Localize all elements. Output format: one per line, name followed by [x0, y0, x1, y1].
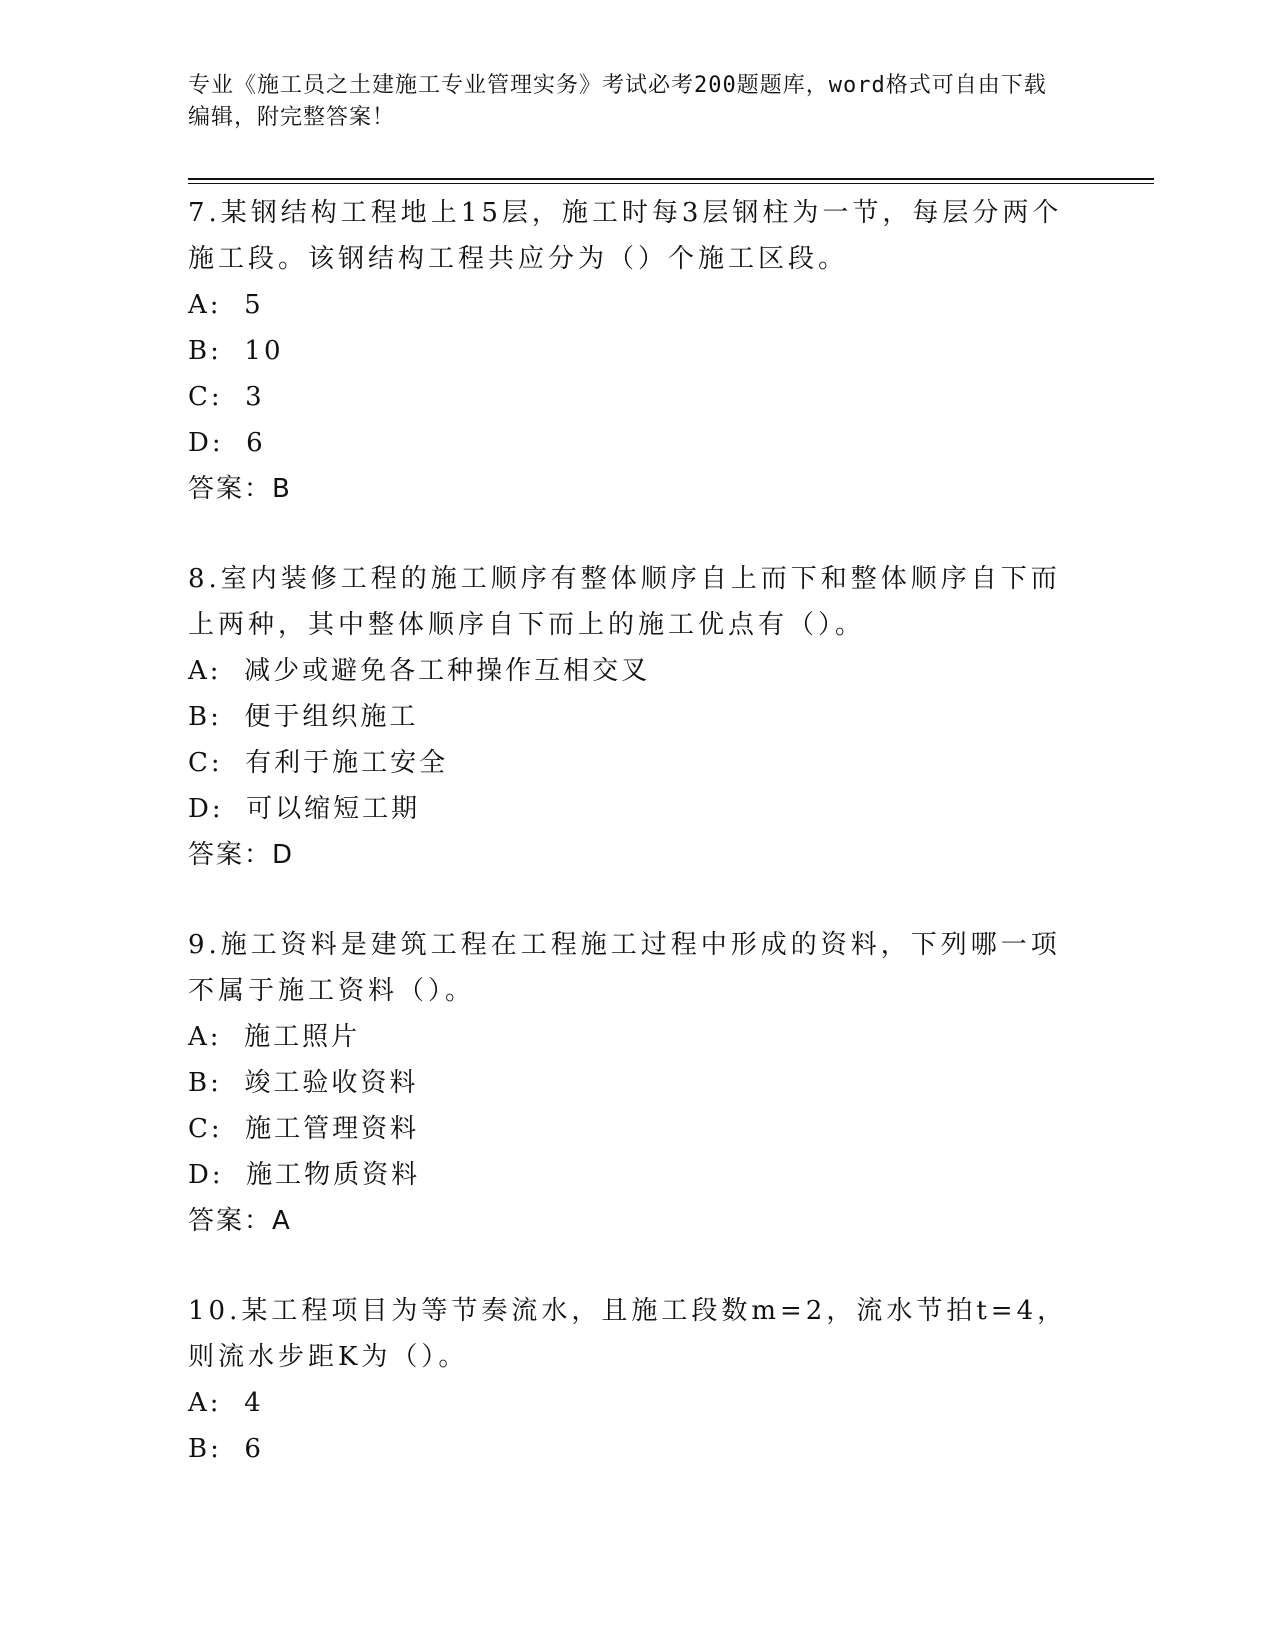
option-c: C: 有利于施工安全: [188, 748, 449, 778]
question-stem: 9.施工资料是建筑工程在工程施工过程中形成的资料，下列哪一项不属于施工资料（）。: [188, 930, 1061, 1006]
question-stem: 7.某钢结构工程地上15层，施工时每3层钢柱为一节，每层分两个施工段。该钢结构工程共应分为（）个施工区段。: [188, 198, 1063, 274]
option-d: D: 施工物质资料: [188, 1160, 421, 1190]
option-a: A: 4: [188, 1388, 264, 1418]
question-8: [188, 556, 1088, 878]
question-9: [188, 922, 1088, 1244]
option-a: A: 减少或避免各工种操作互相交叉: [188, 656, 651, 686]
answer-line: 答案：B: [188, 474, 292, 504]
option-c: C: 施工管理资料: [188, 1114, 420, 1144]
option-b: B: 竣工验收资料: [188, 1068, 419, 1098]
question-10: [188, 1288, 1088, 1472]
answer-line: 答案：D: [188, 840, 295, 870]
header-divider-thin: [188, 183, 1154, 184]
option-b: B: 10: [188, 336, 284, 366]
question-7: [188, 190, 1088, 512]
question-stem: 10.某工程项目为等节奏流水，且施工段数m=2，流水节拍t=4，则流水步距K为（）。: [188, 1296, 1068, 1372]
option-a: A: 5: [188, 290, 264, 320]
option-b: B: 便于组织施工: [188, 702, 419, 732]
question-stem: 8.室内装修工程的施工顺序有整体顺序自上而下和整体顺序自下而上两种，其中整体顺序自下而上的施工优点有（）。: [188, 564, 1061, 640]
question-list: [188, 190, 1088, 1516]
option-a: A: 施工照片: [188, 1022, 361, 1052]
document-header: 专业《施工员之土建施工专业管理实务》考试必考200题题库，word格式可自由下载编辑，附完整答案！: [188, 73, 1047, 130]
option-b: B: 6: [188, 1434, 264, 1464]
option-d: D: 可以缩短工期: [188, 794, 421, 824]
option-d: D: 6: [188, 428, 266, 458]
option-c: C: 3: [188, 382, 265, 412]
answer-line: 答案：A: [188, 1206, 292, 1236]
header-divider-thick: [188, 178, 1154, 180]
